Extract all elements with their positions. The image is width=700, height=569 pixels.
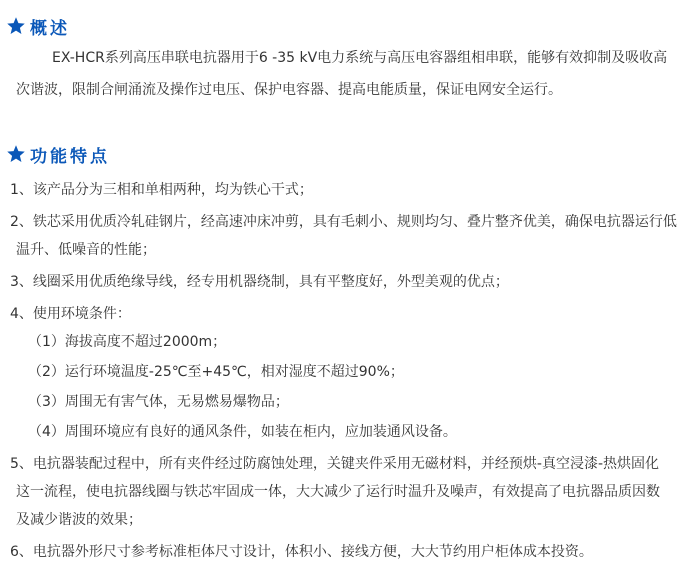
features-title: 功能特点 — [30, 146, 110, 167]
feature-line-3: 温升、低噪音的性能； — [16, 242, 156, 258]
feature-line-11: 这一流程，使电抗器线圈与铁芯牢固成一体，大大减少了运行时温升及噪声，有效提高了电抗器品质因数 — [16, 484, 660, 500]
feature-line-4: 3、线圈采用优质绝缘导线，经专用机器绕制，具有平整度好，外型美观的优点； — [10, 274, 509, 290]
feature-line-1: 1、该产品分为三相和单相两种，均为铁心干式； — [10, 182, 313, 198]
overview-line-2: 次谐波，限制合闸涌流及操作过电压、保护电容器、提高电能质量，保证电网安全运行。 — [16, 82, 562, 98]
feature-line-10: 5、电抗器装配过程中，所有夹件经过防腐蚀处理，关键夹件采用无磁材料，并经预烘-真空浸漆-热烘固化 — [10, 456, 660, 472]
feature-line-9: （4）周围环境应有良好的通风条件，如装在柜内，应加装通风设备。 — [28, 424, 457, 440]
features-heading — [6, 142, 110, 166]
feature-line-2: 2、铁芯采用优质冷轧硅钢片，经高速冲床冲剪，具有毛刺小、规则均匀、叠片整齐优美，确保电抗器运行低 — [10, 214, 677, 230]
feature-line-8: （3）周围无有害气体，无易燃易爆物品； — [28, 394, 289, 410]
feature-line-12: 及减少谐波的效果； — [16, 512, 142, 528]
feature-line-13: 6、电抗器外形尺寸参考标准柜体尺寸设计，体积小、接线方便，大大节约用户柜体成本投资。 — [10, 544, 593, 560]
overview-line-1: EX-HCR系列高压串联电抗器用于6 -35 kV电力系统与高压电容器组相串联，能够有效抑制及吸收高 — [52, 50, 668, 66]
star-icon — [6, 144, 26, 164]
star-icon — [6, 16, 26, 36]
feature-line-7: （2）运行环境温度-25℃至+45℃，相对湿度不超过90%； — [28, 364, 404, 380]
overview-heading — [6, 14, 70, 38]
feature-line-5: 4、使用环境条件： — [10, 306, 131, 322]
overview-title: 概述 — [30, 18, 70, 39]
feature-line-6: （1）海拔高度不超过2000m； — [28, 334, 227, 350]
